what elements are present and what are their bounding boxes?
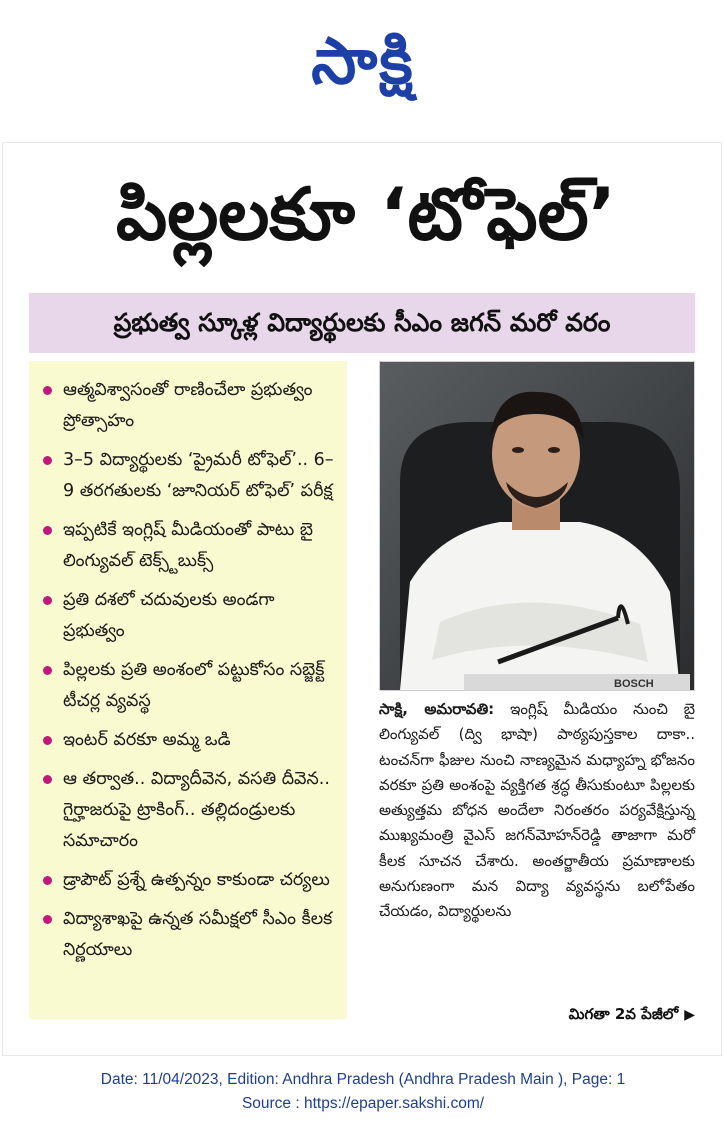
highlight-item: విద్యాశాఖపై ఉన్నత సమీక్షలో సీఎం కీలక నిర్ణయాలు [43,904,337,966]
bullet-dot-icon [43,666,52,675]
headline: పిల్లలకూ ‘టోఫెల్’ [116,172,616,256]
footer-edition-line: Date: 11/04/2023, Edition: Andhra Pradesh (Andhra Pradesh Main ), Page: 1 [100,1071,626,1088]
continued-label: మిగతా 2వ పేజీలో [568,1005,679,1023]
bullet-dot-icon [43,775,52,784]
article-body [379,697,695,1027]
news-clipping [2,142,722,1056]
highlights-box [29,361,347,1019]
highlight-item: ఇప్పటికే ఇంగ్లిష్ మీడియంతో పాటు బై లింగ్యువల్ టెక్స్ట్‌బుక్స్ [43,515,337,577]
footer [0,1068,726,1122]
bullet-dot-icon [43,736,52,745]
mic-label: BOSCH [614,678,654,690]
cm-photo [379,361,695,691]
dateline: సాక్షి, అమరావతి: [379,700,495,718]
bullet-dot-icon [43,456,52,465]
bullet-dot-icon [43,596,52,605]
highlight-item: డ్రాపౌట్ ప్రశ్నే ఉత్పన్నం కాకుండా చర్యలు [43,865,337,896]
highlights-list [29,361,347,966]
footer-source-line: Source : https://epaper.sakshi.com/ [241,1095,485,1112]
bullet-dot-icon [43,876,52,885]
masthead [0,0,726,128]
sakshi-logo: సాక్షి [311,25,415,99]
arrow-right-icon: ▶ [684,1007,695,1023]
highlight-item: పిల్లలకు ప్రతి అంశంలో పట్టుకోసం సబ్జెక్ట్ టీచర్ల వ్యవస్థ [43,655,337,717]
portrait-illustration [380,362,694,690]
highlight-item: ఆ తర్వాత.. విద్యాదీవెన, వసతి దీవెన.. గైర్హాజరుపై ట్రాకింగ్.. తల్లిదండ్రులకు సమాచారం [43,764,337,857]
bullet-dot-icon [43,915,52,924]
bullet-dot-icon [43,386,52,395]
highlight-item: ప్రతి దశలో చదువులకు అండగా ప్రభుత్వం [43,585,337,647]
bullet-dot-icon [43,526,52,535]
subheadline: ప్రభుత్వ స్కూళ్ల విద్యార్థులకు సీఎం జగన్ మరో వరం [29,293,695,353]
article-body-text: ఇంగ్లిష్ మీడియం నుంచి బై లింగ్యువల్ (ద్వి భాషా) పాఠ్యపుస్తకాల దాకా.. టంచన్‌గా ఫీజుల నుంచి నాణ్యమైన మధ్యాహ్న భోజనం వరకూ ప్రతి అంశంపై వ్యక్తిగత శ్రద్ధ తీసుకుంటూ పిల్లలకు అత్యుత్తమ బోధన అందేలా నిరంతరం పర్యవేక్షిస్తున్న ముఖ్యమంత్రి వైఎస్ జగన్‌మోహన్‌రెడ్డి తాజాగా మరో కీలక సూచన చేశారు. అంతర్జాతీయ ప్రమాణాలకు అనుగుణంగా మన విద్యా వ్యవస్థను బలోపేతం చేయడం, విద్యార్థులను [379,700,695,921]
highlight-item: 3–5 విద్యార్థులకు ‘ప్రైమరీ టోఫెల్’.. 6–9 తరగతులకు ‘జూనియర్ టోఫెల్’ పరీక్ష [43,445,337,507]
continued-on-page [539,1001,695,1027]
highlight-item: ఇంటర్ వరకూ అమ్మ ఒడి [43,725,337,756]
highlight-item: ఆత్మవిశ్వాసంతో రాణించేలా ప్రభుత్వం ప్రోత్సాహం [43,375,337,437]
